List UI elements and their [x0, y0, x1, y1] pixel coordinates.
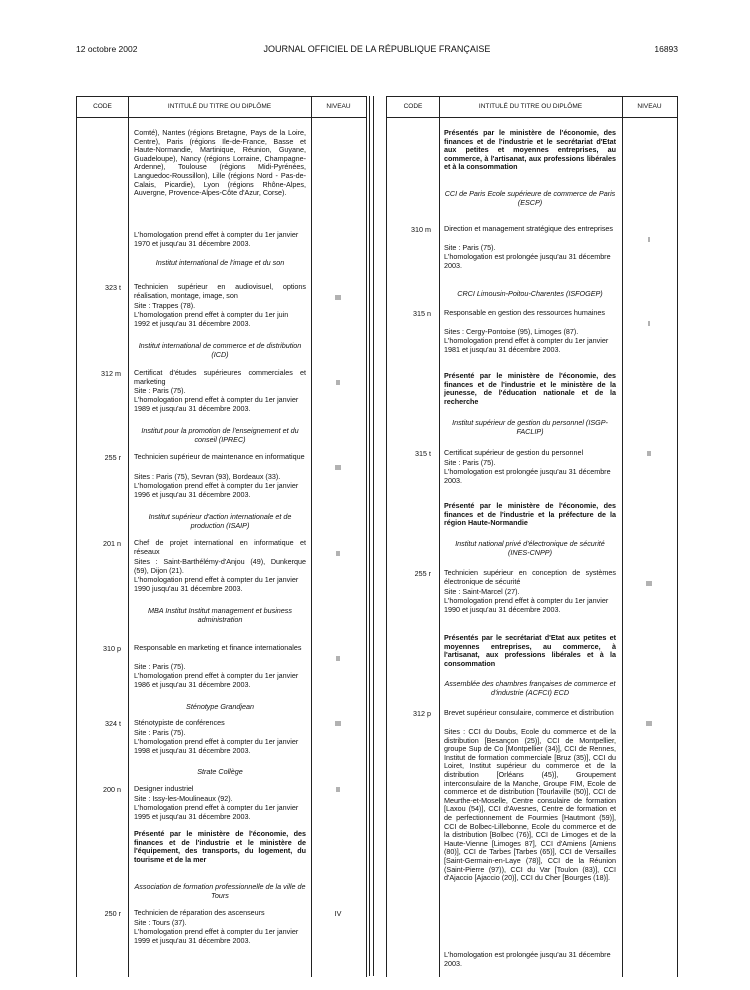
entry-site: Site : Paris (75).	[444, 243, 496, 252]
entry-site: Site : Paris (75).	[134, 662, 186, 671]
org-heading: Institut pour la promotion de l'enseignement et du conseil (IPREC)	[141, 426, 299, 444]
entry-title: Certificat d'études supérieures commerciales et marketing	[134, 368, 306, 386]
left-col-divider-2	[311, 97, 312, 977]
entry-title: Chef de projet international en informatique et réseaux	[134, 538, 306, 556]
col-code-header: CODE	[93, 103, 112, 110]
org-heading: Institut supérieur de gestion du personnel (ISGP-FACLIP)	[452, 418, 608, 436]
entry-title: Responsable en marketing et finance internationales	[134, 643, 302, 652]
entry-homologation: L'homologation prend effet à compter du 1er janvier 1996 et jusqu'au 31 décembre 2003.	[134, 481, 299, 499]
entry-homologation: L'homologation est prolongée jusqu'au 31 décembre 2003.	[444, 950, 611, 968]
entry-level: III	[335, 719, 341, 728]
entry-site: Sites : Saint-Barthélémy-d'Anjou (49), Dunkerque (59), Dijon (21).	[134, 557, 306, 575]
entry-level: IV	[334, 909, 342, 918]
entry-level: II	[336, 549, 340, 558]
org-heading: Institut supérieur d'action internationale et de production (ISAIP)	[148, 512, 292, 530]
entry-code: 250 r	[104, 909, 121, 918]
entry-level: III	[335, 293, 341, 302]
right-table-header	[387, 97, 677, 118]
ministry-heading: Présentés par le ministère de l'économie, des finances et de l'industrie et le secrétariat d'Etat aux petites et moyennes entreprises, au commerce, à l'artisanat, aux professions libérales et à la consommation	[444, 128, 616, 172]
entry-title: Technicien supérieur de maintenance en informatique	[134, 452, 305, 461]
col-level-header: NIVEAU	[326, 103, 351, 110]
left-table	[76, 96, 367, 977]
entry-code: 324 t	[105, 719, 121, 728]
entry-site: Sites : CCI du Doubs, Ecole du commerce et de la distribution [Besançon (25)], CCI de Montpellier, groupe Sup de Co [Montpellier (34)], CCI de Rennes, Institut de formation commerciale [Bruz (35)], CCI du Loiret, Institut supérieur du commerce et de la distribution [Orléans (45)], Groupement interconsulaire de la Manche, Groupe FIM, Ecole de commerce et de distribution [Tourlaville (50)], CCI de Meurthe-et-Moselle, Centre consulaire de formation [Laxou (54)], CCI d'Avesnes, Centre de formation et de perfectionnement de Fourmies [Hautmont (59)], CCI de Bolbec-Lillebonne, Ecole du commerce et de la distribution [Bolbec (76)], CCI de Limoges et de la Haute-Vienne [Limoges 87], CCI d'Amiens [Amiens (80)], CCI de Tarbes [Tarbes (65)], CCI de Versailles [Saint-Germain-en-Laye (78)], CCI de la Réunion (Saint-Pierre (97)), CCI du Var [Toulon (83)], CCI d'Ajaccio [Ajaccio (20)], CCI du Cher [Bourges (18)].	[444, 727, 616, 883]
entry-title: Technicien supérieur en conception de systèmes électronique de sécurité	[444, 568, 616, 586]
entry-level: II	[336, 785, 340, 794]
org-heading: Institut international de commerce et de distribution (ICD)	[138, 341, 302, 359]
entry-code: 323 t	[105, 283, 121, 292]
entry-site: Site : Tours (37).	[134, 918, 187, 927]
entry-site: Site : Issy-les-Moulineaux (92).	[134, 794, 233, 803]
left-col-divider-1	[128, 97, 129, 977]
ministry-heading: Présenté par le ministère de l'économie, des finances et de l'industrie et le ministère de la jeunesse, de l'éducation nationale et de la recherche	[444, 371, 616, 406]
entry-title: Brevet supérieur consulaire, commerce et distribution	[444, 708, 614, 717]
ministry-heading: Présentés par le secrétariat d'Etat aux petites et moyennes entreprises, au commerce, à l'artisanat, aux professions libérales et à la consommation	[444, 633, 616, 668]
entry-title: Direction et management stratégique des entreprises	[444, 224, 613, 233]
org-heading: Strate Collège	[197, 767, 243, 776]
org-heading: MBA Institut Institut management et business administration	[148, 606, 292, 624]
col-level-header: NIVEAU	[637, 103, 662, 110]
org-heading: Sténotype Grandjean	[186, 702, 254, 711]
entry-code: 312 m	[101, 369, 121, 378]
entry-level: II	[647, 449, 651, 458]
continued-homologation: L'homologation prend effet à compter du 1er janvier 1970 et jusqu'au 31 décembre 2003.	[134, 230, 299, 248]
entry-homologation: L'homologation prend effet à compter du 1er janvier 1995 et jusqu'au 31 décembre 2003.	[134, 803, 299, 821]
entry-code: 200 n	[103, 785, 121, 794]
org-heading: Institut national privé d'électronique de sécurité (INES-CNPP)	[455, 539, 605, 557]
org-heading: CRCI Limousin-Poitou-Charentes (ISFOGEP)	[457, 289, 603, 298]
entry-code: 255 r	[104, 453, 121, 462]
column-separator	[369, 96, 374, 976]
entry-site: Sites : Paris (75), Sevran (93), Bordeaux (33).	[134, 472, 281, 481]
org-heading: Association de formation professionnelle de la ville de Tours	[134, 882, 306, 900]
entry-homologation: L'homologation prend effet à compter du 1er juin 1992 et jusqu'au 31 décembre 2003.	[134, 310, 289, 328]
entry-homologation: L'homologation prend effet à compter du 1er janvier 1990 jusqu'au 31 décembre 2003.	[134, 575, 299, 593]
continued-sites: Comté), Nantes (régions Bretagne, Pays de la Loire, Centre), Paris (régions Ile-de-France, Basse et Haute-Normandie, Martinique, Réunion, Guyane, Guadeloupe), Nancy (régions Lorraine, Champagne-Ardenne), Toulouse (régions Midi-Pyrénées, Languedoc-Roussillon), Lille (régions Nord - Pas-de-Calais, Picardie), Lyon (régions Rhône-Alpes, Auvergne, Provence-Alpes-Côte d'Azur, Corse).	[134, 128, 306, 198]
ministry-heading: Présenté par le ministère de l'économie, des finances et de l'industrie et le ministère de l'équipement, des transports, du logement, du tourisme et de la mer	[134, 829, 306, 864]
entry-site: Site : Paris (75).	[134, 386, 186, 395]
left-table-header	[77, 97, 366, 118]
org-heading: Assemblée des chambres françaises de commerce et d'industrie (ACFCI) ECD	[444, 679, 616, 697]
entry-homologation: L'homologation prend effet à compter du 1er janvier 1989 et jusqu'au 31 décembre 2003.	[134, 395, 299, 413]
header-page-number: 16893	[654, 44, 678, 54]
entry-level: III	[646, 719, 652, 728]
entry-title: Technicien supérieur en audiovisuel, options réalisation, montage, image, son	[134, 282, 306, 300]
entry-code: 312 p	[413, 709, 431, 718]
col-code-header: CODE	[403, 103, 423, 110]
entry-code: 315 n	[413, 309, 431, 318]
entry-title: Responsable en gestion des ressources humaines	[444, 308, 606, 317]
right-table	[386, 96, 678, 977]
entry-site: Site : Paris (75).	[134, 728, 186, 737]
entry-homologation: L'homologation est prolongée jusqu'au 31 décembre 2003.	[444, 252, 611, 270]
header-date: 12 octobre 2002	[76, 44, 138, 54]
entry-level: I	[648, 235, 650, 244]
entry-title: Sténotypiste de conférences	[134, 718, 225, 727]
col-title-header: INTITULÉ DU TITRE OU DIPLÔME	[478, 103, 583, 110]
entry-homologation: L'homologation prend effet à compter du 1er janvier 1981 et jusqu'au 31 décembre 2003.	[444, 336, 609, 354]
entry-site: Site : Saint-Marcel (27).	[444, 587, 520, 596]
entry-code: 315 t	[415, 449, 431, 458]
right-col-divider-2	[622, 97, 623, 977]
entry-homologation: L'homologation prend effet à compter du 1er janvier 1999 et jusqu'au 31 décembre 2003.	[134, 927, 299, 945]
col-title-header: INTITULÉ DU TITRE OU DIPLÔME	[167, 103, 272, 110]
ministry-heading: Présenté par le ministère de l'économie, des finances et de l'industrie et la préfecture de la région Haute-Normandie	[444, 501, 616, 528]
entry-homologation: L'homologation prend effet à compter du 1er janvier 1998 et jusqu'au 31 décembre 2003.	[134, 737, 299, 755]
right-col-divider-1	[439, 97, 440, 977]
entry-title: Designer industriel	[134, 784, 194, 793]
entry-title: Certificat supérieur de gestion du personnel	[444, 448, 584, 457]
entry-homologation: L'homologation prend effet à compter du 1er janvier 1990 et jusqu'au 31 décembre 2003.	[444, 596, 609, 614]
entry-level: I	[648, 319, 650, 328]
page-header	[76, 44, 678, 58]
entry-site: Site : Paris (75).	[444, 458, 496, 467]
entry-level: II	[336, 378, 340, 387]
entry-code: 201 n	[103, 539, 121, 548]
org-heading: Institut international de l'image et du son	[155, 258, 285, 267]
org-heading: CCI de Paris Ecole supérieure de commerce de Paris (ESCP)	[444, 189, 616, 207]
entry-title: Technicien de réparation des ascenseurs	[134, 908, 265, 917]
entry-code: 310 m	[411, 225, 431, 234]
header-journal-title: JOURNAL OFFICIEL DE LA RÉPUBLIQUE FRANÇAISE	[263, 44, 491, 54]
entry-code: 255 r	[414, 569, 431, 578]
entry-site: Sites : Cergy-Pontoise (95), Limoges (87).	[444, 327, 579, 336]
entry-homologation: L'homologation est prolongée jusqu'au 31 décembre 2003.	[444, 467, 611, 485]
entry-level: II	[336, 654, 340, 663]
entry-site: Site : Trappes (78).	[134, 301, 196, 310]
entry-level: III	[335, 463, 341, 472]
entry-code: 310 p	[103, 644, 121, 653]
entry-homologation: L'homologation prend effet à compter du 1er janvier 1986 et jusqu'au 31 décembre 2003.	[134, 671, 299, 689]
entry-level: III	[646, 579, 652, 588]
